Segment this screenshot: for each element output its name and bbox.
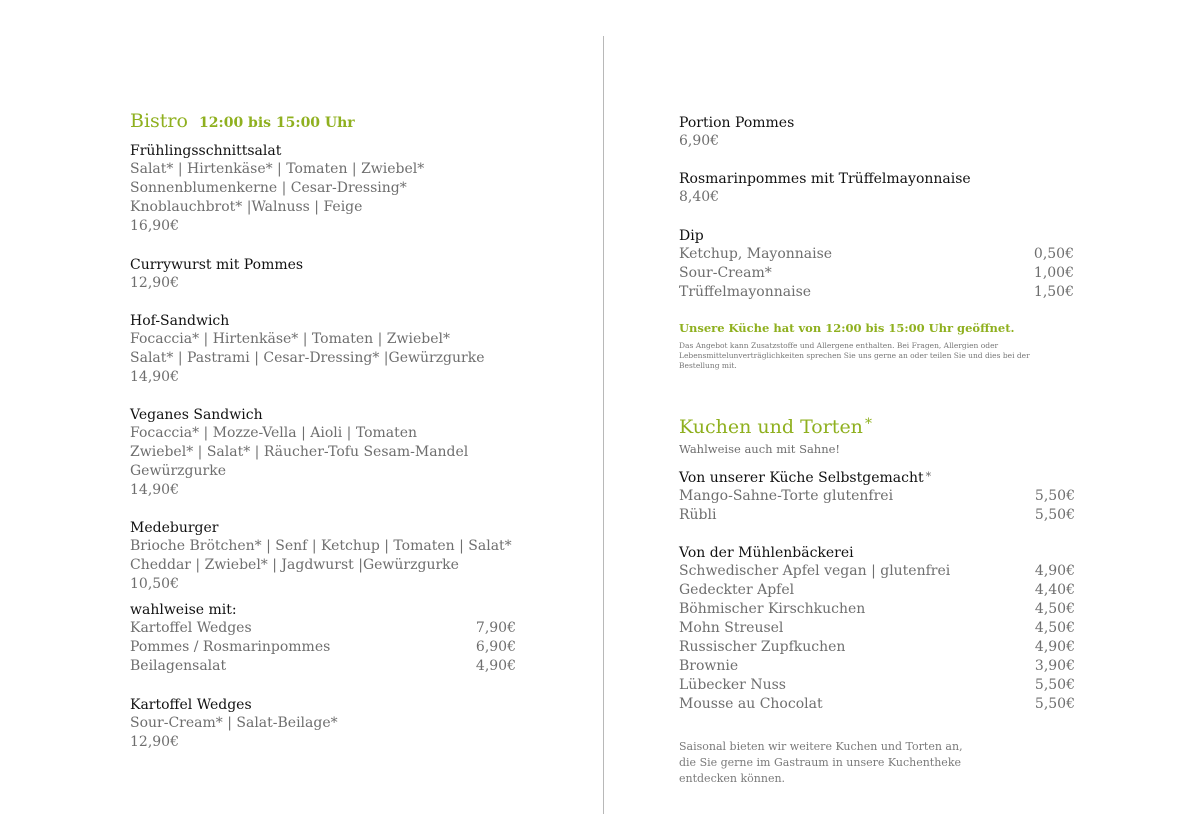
option-price: 4,90€: [475, 658, 516, 674]
cake-price: 4,40€: [1034, 582, 1075, 598]
option-row: [130, 638, 516, 657]
dip-row: [679, 264, 1074, 283]
dip-block: [679, 228, 1074, 302]
dip-price: 1,50€: [1033, 284, 1074, 300]
cake-label: Mango-Sahne-Torte glutenfrei: [679, 488, 894, 504]
page-divider: [603, 36, 604, 814]
item-desc-line: Knoblauchbrot* |Walnuss | Feige: [130, 199, 363, 215]
cake-price: 5,50€: [1034, 677, 1075, 693]
item-name: Kartoffel Wedges: [130, 697, 252, 713]
item-price: 14,90€: [130, 482, 179, 498]
item-name: Frühlingsschnittsalat: [130, 143, 282, 159]
cakes-title: Kuchen und Torten: [679, 416, 863, 438]
cake-row: [679, 657, 1075, 676]
seasonal-note: [679, 739, 963, 787]
item-desc-line: Gewürzgurke: [130, 463, 226, 479]
item-price: 10,50€: [130, 576, 179, 592]
cake-row: [679, 600, 1075, 619]
option-price: 6,90€: [475, 639, 516, 655]
menu-item: [130, 520, 512, 594]
item-price: 12,90€: [130, 734, 179, 750]
item-price: 16,90€: [130, 218, 179, 234]
bistro-heading: [130, 110, 355, 132]
own-cakes-asterisk: *: [925, 470, 932, 483]
bistro-title: Bistro: [130, 110, 188, 132]
own-cakes-title: [679, 470, 1075, 486]
cake-label: Mousse au Chocolat: [679, 696, 823, 712]
item-desc-line: Salat* | Hirtenkäse* | Tomaten | Zwiebel*: [130, 161, 425, 177]
cake-price: 5,50€: [1034, 488, 1075, 504]
cakes-subtitle: Wahlweise auch mit Sahne!: [679, 442, 841, 456]
cake-row: [679, 487, 1075, 506]
item-desc-line: Brioche Brötchen* | Senf | Ketchup | Tomaten | Salat*: [130, 538, 512, 554]
item-name: Currywurst mit Pommes: [130, 257, 304, 273]
bakery-title: Von der Mühlenbäckerei: [679, 545, 854, 561]
cake-row: [679, 695, 1075, 714]
cake-label: Gedeckter Apfel: [679, 582, 795, 598]
dip-price: 1,00€: [1033, 265, 1074, 281]
allergen-note: Das Angebot kann Zusatzstoffe und Allergene enthalten. Bei Fragen, Allergien oder Lebensmittelunverträglichkeiten sprechen Sie uns gerne an oder teilen Sie und dies bei der Bestellung mit.: [679, 341, 1030, 370]
cake-label: Mohn Streusel: [679, 620, 784, 636]
item-price: 6,90€: [679, 133, 720, 149]
item-desc-line: Zwiebel* | Salat* | Räucher-Tofu Sesam-Mandel: [130, 444, 469, 460]
dip-label: Ketchup, Mayonnaise: [679, 246, 833, 262]
seasonal-note-line: entdecken können.: [679, 772, 786, 785]
cake-row: [679, 562, 1075, 581]
item-desc-line: Salat* | Pastrami | Cesar-Dressing* |Gewürzgurke: [130, 350, 485, 366]
cake-label: Russischer Zupfkuchen: [679, 639, 846, 655]
cake-row: [679, 581, 1075, 600]
cake-price: 4,50€: [1034, 601, 1075, 617]
seasonal-note-line: Saisonal bieten wir weitere Kuchen und Torten an,: [679, 740, 963, 753]
option-label: Pommes / Rosmarinpommes: [130, 639, 331, 655]
item-price: 8,40€: [679, 189, 720, 205]
cake-row: [679, 619, 1075, 638]
cake-label: Böhmischer Kirschkuchen: [679, 601, 866, 617]
cake-price: 4,90€: [1034, 639, 1075, 655]
dip-title: Dip: [679, 228, 704, 244]
option-label: Kartoffel Wedges: [130, 620, 252, 636]
options-block: [130, 602, 516, 676]
item-desc-line: Focaccia* | Mozze-Vella | Aioli | Tomaten: [130, 425, 418, 441]
item-price: 12,90€: [130, 275, 179, 291]
menu-item: [130, 257, 303, 293]
item-name: Portion Pommes: [679, 115, 795, 131]
cakes-asterisk: *: [864, 416, 872, 432]
menu-item: [679, 115, 794, 151]
kitchen-hours-notice: Unsere Küche hat von 12:00 bis 15:00 Uhr geöffnet.: [679, 321, 1015, 335]
item-name: Rosmarinpommes mit Trüffelmayonnaise: [679, 171, 971, 187]
menu-item: [130, 143, 424, 236]
cake-price: 4,90€: [1034, 563, 1075, 579]
dip-row: [679, 245, 1074, 264]
menu-item: [130, 407, 468, 500]
cake-label: Lübecker Nuss: [679, 677, 786, 693]
option-price: 7,90€: [475, 620, 516, 636]
cake-label: Rübli: [679, 507, 717, 523]
own-cakes-title-text: Von unserer Küche Selbstgemacht: [679, 470, 924, 486]
dip-row: [679, 283, 1074, 302]
cake-row: [679, 638, 1075, 657]
menu-item: [130, 697, 338, 752]
cake-row: [679, 676, 1075, 695]
bakery-cakes-block: [679, 545, 1075, 714]
option-row: [130, 619, 516, 638]
dip-label: Sour-Cream*: [679, 265, 772, 281]
item-name: Veganes Sandwich: [130, 407, 263, 423]
cake-row: [679, 506, 1075, 525]
option-row: [130, 657, 516, 676]
bistro-time: 12:00 bis 15:00 Uhr: [199, 115, 355, 131]
item-name: Hof-Sandwich: [130, 313, 230, 329]
options-title: wahlweise mit:: [130, 602, 237, 618]
item-desc-line: Focaccia* | Hirtenkäse* | Tomaten | Zwiebel*: [130, 331, 450, 347]
own-cakes-block: [679, 470, 1075, 525]
option-label: Beilagensalat: [130, 658, 227, 674]
item-name: Medeburger: [130, 520, 219, 536]
cake-price: 5,50€: [1034, 696, 1075, 712]
dip-label: Trüffelmayonnaise: [679, 284, 812, 300]
item-price: 14,90€: [130, 369, 179, 385]
seasonal-note-line: die Sie gerne im Gastraum in unsere Kuchentheke: [679, 756, 961, 769]
cake-price: 3,90€: [1034, 658, 1075, 674]
cakes-heading: [679, 416, 872, 438]
cake-label: Schwedischer Apfel vegan | glutenfrei: [679, 563, 951, 579]
item-desc-line: Sonnenblumenkerne | Cesar-Dressing*: [130, 180, 407, 196]
cake-label: Brownie: [679, 658, 739, 674]
dip-price: 0,50€: [1033, 246, 1074, 262]
menu-item: [679, 171, 971, 207]
cake-price: 5,50€: [1034, 507, 1075, 523]
item-desc-line: Sour-Cream* | Salat-Beilage*: [130, 715, 338, 731]
item-desc-line: Cheddar | Zwiebel* | Jagdwurst |Gewürzgurke: [130, 557, 459, 573]
menu-item: [130, 313, 484, 387]
cake-price: 4,50€: [1034, 620, 1075, 636]
